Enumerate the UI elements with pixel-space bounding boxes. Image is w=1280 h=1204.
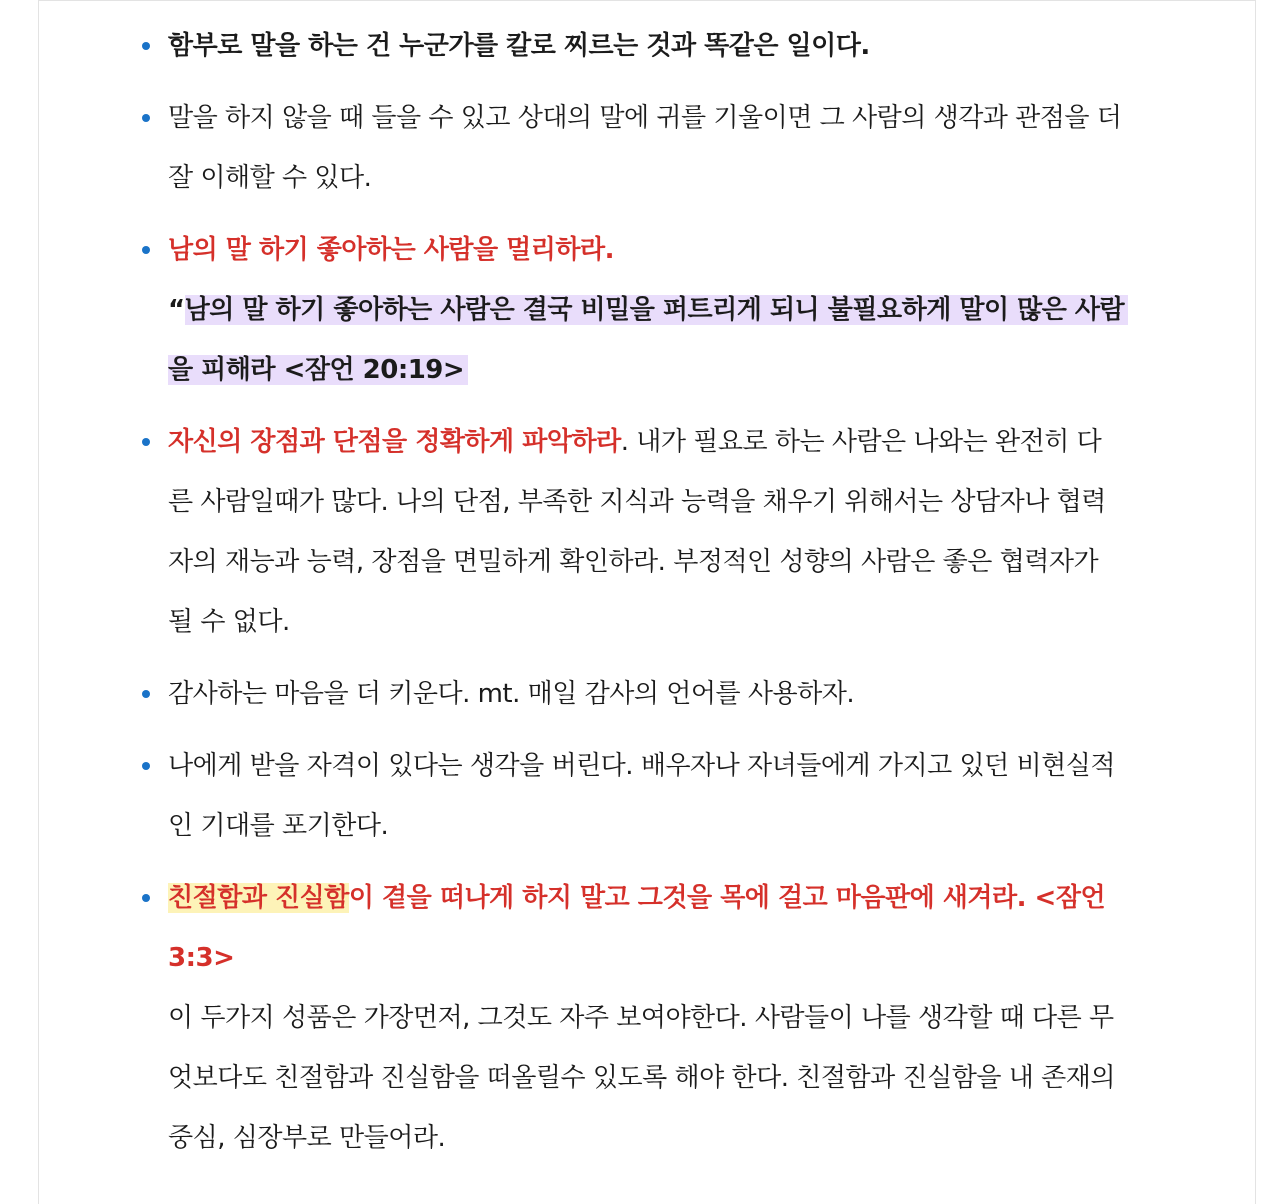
list-item-text: 인 기대를 포기한다. bbox=[168, 811, 389, 841]
emphasis-text: 자신의 장점과 단점을 정확하게 파악하라 bbox=[168, 427, 621, 457]
list-item bbox=[168, 664, 1228, 724]
bullet-icon bbox=[142, 246, 150, 254]
list-item-text: 엇보다도 친절함과 진실함을 떠올릴수 있도록 해야 한다. 친절함과 진실함을 내 존재의 bbox=[168, 1063, 1115, 1093]
scripture-quote bbox=[168, 340, 1228, 400]
list-item-heading: 3:3> bbox=[168, 943, 235, 973]
bullet-icon bbox=[142, 114, 150, 122]
list-item-line bbox=[168, 412, 1228, 472]
quote-mark: “ bbox=[168, 295, 185, 325]
list-item-text: 중심, 심장부로 만들어라. bbox=[168, 1123, 446, 1153]
list-item-text: 잘 이해할 수 있다. bbox=[168, 163, 372, 193]
bullet-icon bbox=[142, 690, 150, 698]
emphasis-text: 이 곁을 떠나게 하지 말고 그것을 목에 걸고 마음판에 새겨라. <잠언 bbox=[348, 883, 1106, 913]
list-item bbox=[168, 868, 1228, 1168]
list-item-heading: 남의 말 하기 좋아하는 사람을 멀리하라. bbox=[168, 235, 614, 265]
list-item-heading bbox=[168, 868, 1228, 928]
list-item bbox=[168, 220, 1228, 400]
quote-highlight: 을 피해라 <잠언 20:19> bbox=[168, 355, 468, 385]
list-item-text: 이 두가지 성품은 가장먼저, 그것도 자주 보여야한다. 사람들이 나를 생각할 때 다른 무 bbox=[168, 1003, 1114, 1033]
list-item bbox=[168, 412, 1228, 652]
bullet-icon bbox=[142, 762, 150, 770]
list-item-text: 른 사람일때가 많다. 나의 단점, 부족한 지식과 능력을 채우기 위해서는 상담자나 협력 bbox=[168, 487, 1106, 517]
quote-highlight: 남의 말 하기 좋아하는 사람은 결국 비밀을 퍼트리게 되니 불필요하게 말이 많은 사람 bbox=[185, 295, 1129, 325]
list-item-text: 될 수 없다. bbox=[168, 607, 290, 637]
emphasis-highlight: 친절함과 진실함 bbox=[168, 883, 349, 913]
bullet-icon bbox=[142, 438, 150, 446]
list-item-text: 함부로 말을 하는 건 누군가를 칼로 찌르는 것과 똑같은 일이다. bbox=[168, 31, 870, 61]
list-item-text: . 내가 필요로 하는 사람은 나와는 완전히 다 bbox=[620, 427, 1102, 457]
list-item-text: 나에게 받을 자격이 있다는 생각을 버린다. 배우자나 자녀들에게 가지고 있던 비현실적 bbox=[168, 751, 1115, 781]
bullet-icon bbox=[142, 894, 150, 902]
list-item bbox=[168, 16, 1228, 76]
list-item bbox=[168, 88, 1228, 208]
scripture-quote bbox=[168, 280, 1228, 340]
list-item bbox=[168, 736, 1228, 856]
list-item-text: 자의 재능과 능력, 장점을 면밀하게 확인하라. 부정적인 성향의 사람은 좋은 협력자가 bbox=[168, 547, 1099, 577]
list-item-text: 감사하는 마음을 더 키운다. mt. 매일 감사의 언어를 사용하자. bbox=[168, 679, 855, 709]
bullet-icon bbox=[142, 42, 150, 50]
list-item-text: 말을 하지 않을 때 들을 수 있고 상대의 말에 귀를 기울이면 그 사람의 생각과 관점을 더 bbox=[168, 103, 1122, 133]
